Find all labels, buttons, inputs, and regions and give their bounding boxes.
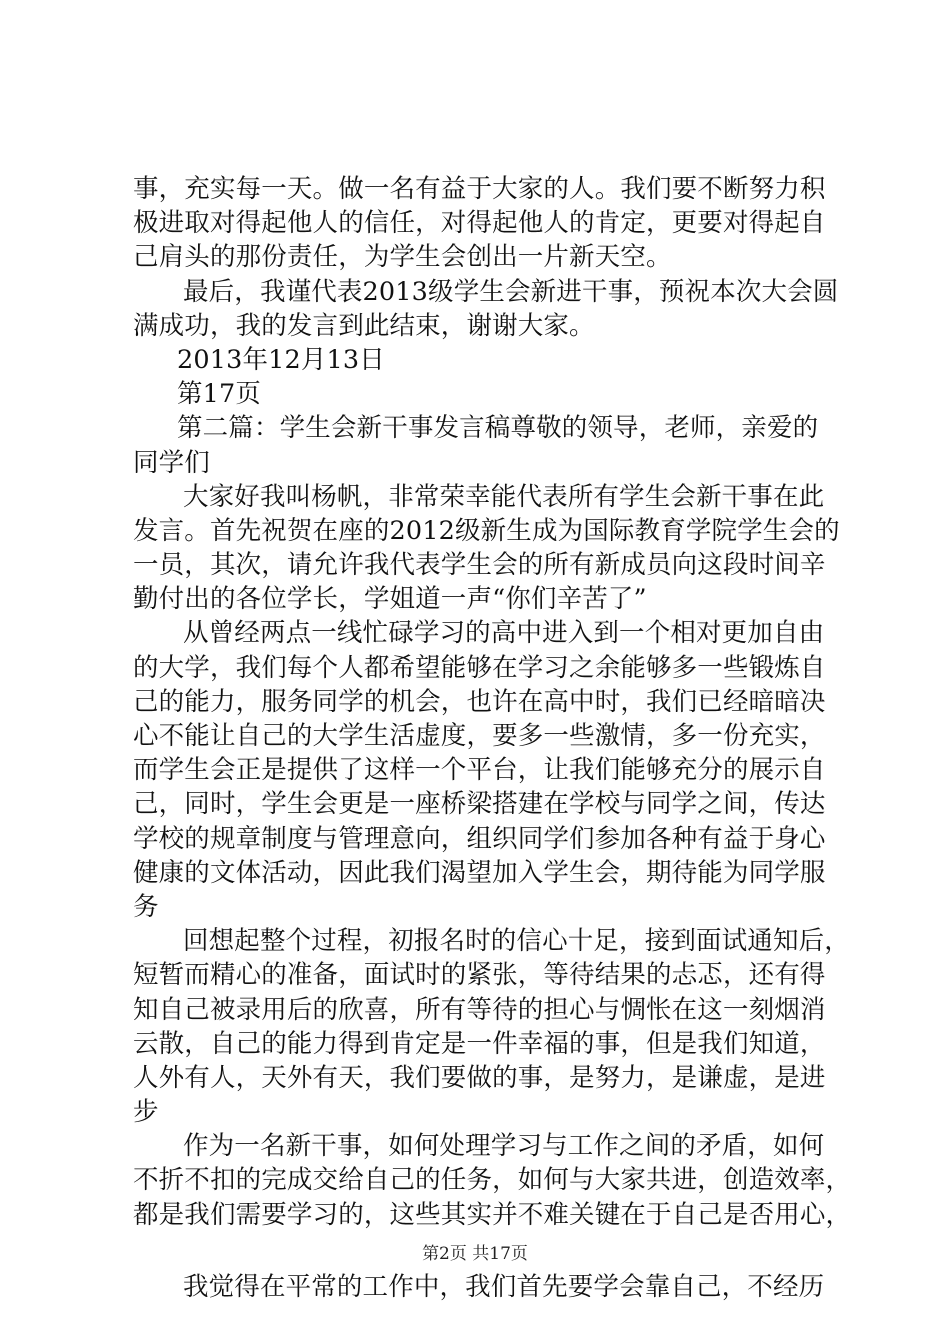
text-line: 务: [133, 891, 159, 922]
text-line: 满成功，我的发言到此结束，谢谢大家。: [133, 310, 595, 341]
section-heading-line: 第二篇：学生会新干事发言稿尊敬的领导，老师，亲爱的: [177, 413, 819, 444]
text-line: 己，同时，学生会更是一座桥梁搭建在学校与同学之间，传达: [133, 789, 826, 820]
text-line: 勤付出的各位学长，学姐道一声“你们辛苦了”: [133, 584, 647, 615]
text-line: 同学们: [133, 447, 210, 478]
text-line: 知自己被录用后的欣喜，所有等待的担心与惆怅在这一刻烟消: [133, 994, 826, 1025]
text-line: 极进取对得起他人的信任，对得起他人的肯定，更要对得起自: [133, 208, 826, 239]
text-line: 我觉得在平常的工作中，我们首先要学会靠自己，不经历: [183, 1271, 825, 1302]
text-line: 都是我们需要学习的，这些其实并不难关键在于自己是否用心，: [133, 1199, 852, 1230]
text-line: 的大学，我们每个人都希望能够在学习之余能够多一些锻炼自: [133, 652, 826, 683]
text-line: 发言。首先祝贺在座的2012级新生成为国际教育学院学生会的: [133, 515, 840, 546]
text-line: 而学生会正是提供了这样一个平台，让我们能够充分的展示自: [133, 755, 826, 786]
text-line: 事，充实每一天。做一名有益于大家的人。我们要不断努力积: [133, 174, 826, 204]
page-note-line: 第17页: [177, 379, 262, 410]
text-line: 心不能让自己的大学生活虚度，要多一些激情，多一份充实，: [133, 721, 826, 751]
text-line: 最后，我谨代表2013级学生会新进干事，预祝本次大会圆: [183, 276, 839, 307]
date-line: 2013年12月13日: [177, 344, 385, 375]
text-line: 云散，自己的能力得到肯定是一件幸福的事，但是我们知道，: [133, 1028, 826, 1059]
text-line: 一员，其次，请允许我代表学生会的所有新成员向这段时间辛: [133, 550, 826, 581]
text-line: 短暂而精心的准备，面试时的紧张，等待结果的忐忑，还有得: [133, 960, 826, 991]
text-line: 大家好我叫杨帆，非常荣幸能代表所有学生会新干事在此: [183, 481, 825, 512]
page-footer: 第2页 共17页: [422, 1244, 528, 1264]
text-line: 己的能力，服务同学的机会，也许在高中时，我们已经暗暗决: [133, 686, 826, 717]
text-line: 不折不扣的完成交给自己的任务，如何与大家共进，创造效率，: [133, 1165, 852, 1196]
text-line: 从曾经两点一线忙碌学习的高中进入到一个相对更加自由: [183, 618, 825, 649]
text-line: 作为一名新干事，如何处理学习与工作之间的矛盾，如何: [183, 1131, 825, 1162]
text-line: 己肩头的那份责任，为学生会创出一片新天空。: [133, 242, 672, 273]
document-body: [133, 172, 852, 1304]
text-line: 步: [133, 1097, 159, 1128]
text-line: 健康的文体活动，因此我们渴望加入学生会，期待能为同学服: [133, 857, 826, 888]
text-line: 学校的规章制度与管理意向，组织同学们参加各种有益于身心: [133, 823, 826, 854]
text-line: 回想起整个过程，初报名时的信心十足，接到面试通知后，: [183, 926, 850, 957]
text-line: 人外有人，天外有天，我们要做的事，是努力，是谦虚，是进: [133, 1062, 826, 1093]
